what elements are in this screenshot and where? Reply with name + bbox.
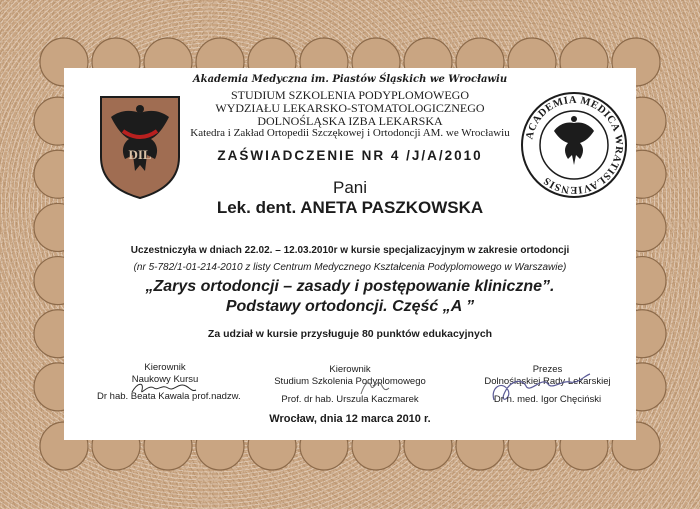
course-title-line-2: Podstawy ortodoncji. Część „A ” <box>225 298 475 315</box>
place-date: Wrocław, dnia 12 marca 2010 r. <box>269 413 431 425</box>
signatory-1-role-2: Naukowy Kursu <box>131 374 199 385</box>
signatory-3-role-1: Prezes <box>532 364 563 375</box>
crest-label: DIL <box>128 147 152 162</box>
salutation: Pani <box>332 178 368 197</box>
recipient-name: Lek. dent. ANETA PASZKOWSKA <box>216 198 484 217</box>
header-line-3: DOLNOŚLĄSKA IZBA LEKARSKA <box>257 114 443 128</box>
seal-text: ACADEMIA MEDICA WRATISLAVIENSIS <box>524 94 625 196</box>
signatory-2-name: Prof. dr hab. Urszula Kaczmarek <box>281 394 419 405</box>
header-line-4: Katedra i Zakład Ortopedii Szczękowej i Ortodoncji AM. we Wrocławiu <box>190 127 510 139</box>
points-text: Za udział w kursie przysługuje 80 punktów edukacyjnych <box>207 328 493 340</box>
course-title-line-1: „Zarys ortodoncji – zasady i postępowanie kliniczne”. <box>145 278 555 295</box>
signatory-1-name: Dr hab. Beata Kawala prof.nadzw. <box>97 391 241 402</box>
registry-note: (nr 5-782/1-01-214-2010 z listy Centrum Medycznego Kształcenia Podyplomowego w Warszawie) <box>133 262 567 273</box>
signatory-2-role-2: Studium Szkolenia Podyplomowego <box>274 376 426 387</box>
academy-script-line: Akademia Medyczna im. Piastów Śląskich we Wrocławiu <box>192 74 508 85</box>
signatory-3-role-2: Dolnośląskiej Rady Lekarskiej <box>484 376 611 387</box>
signatory-2-role-1: Kierownik <box>329 364 371 375</box>
signatory-1-role-1: Kierownik <box>144 362 186 373</box>
header-line-1: STUDIUM SZKOLENIA PODYPLOMOWEGO <box>231 88 469 102</box>
certificate-title: ZAŚWIADCZENIE NR 4 /J/A/2010 <box>217 148 483 163</box>
participation-text: Uczestniczyła w dniach 22.02. – 12.03.2010r w kursie specjalizacyjnym w zakresie ortodoncji <box>130 245 570 256</box>
header-line-2: WYDZIAŁU LEKARSKO-STOMATOLOGICZNEGO <box>215 101 485 115</box>
signatory-3-name: Dr n. med. Igor Chęciński <box>493 394 602 405</box>
